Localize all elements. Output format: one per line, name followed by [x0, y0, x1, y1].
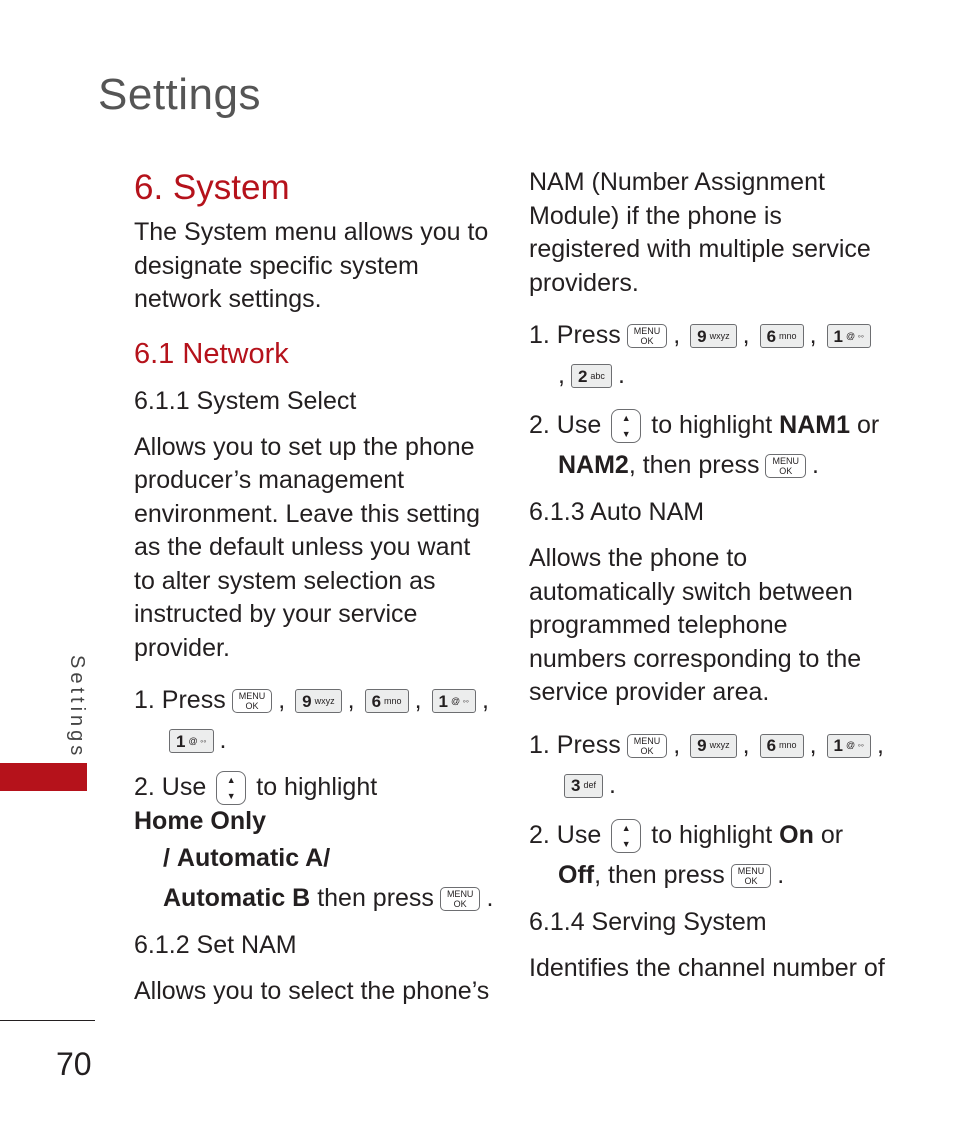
menu-ok-key-icon: MENU OK	[440, 887, 481, 911]
page-number: 70	[56, 1046, 92, 1082]
step-label: 1. Press	[134, 686, 226, 715]
nav-key-icon: ▲ ▼	[216, 771, 246, 805]
menu-ok-key-icon: MENU OK	[731, 864, 772, 888]
key-9-icon: 9 wxyz	[295, 689, 341, 713]
set-nam-body-start: Allows you to select the phone’s	[134, 976, 490, 1005]
set-nam-step-1: 1. Press MENU OK , 9 wxyz , 6 mno , 1 @ ◦◦ , 2 abc .	[529, 316, 889, 396]
page-header: Settings	[98, 70, 261, 119]
step-label: 2. Use	[134, 773, 207, 802]
option-nam2: NAM2	[558, 451, 629, 480]
key-2-icon: 2 abc	[571, 364, 612, 388]
auto-nam-step-2: 2. Use ▲ ▼ to highlight On or Off , then press MENU OK .	[529, 816, 889, 896]
auto-nam-title: 6.1.3 Auto NAM	[529, 498, 705, 526]
key-9-icon: 9 wxyz	[690, 734, 736, 758]
set-nam-body-cont: NAM (Number Assignment Module) if the phone is registered with multiple service providers.	[529, 168, 871, 297]
footer-divider	[0, 1020, 95, 1021]
menu-ok-key-icon: MENU OK	[765, 454, 806, 478]
side-tab-label: Settings	[66, 655, 88, 760]
set-nam-step-2: 2. Use ▲ ▼ to highlight NAM1 or NAM2 , then press MENU OK .	[529, 406, 889, 486]
key-6-icon: 6 mno	[760, 734, 804, 758]
menu-ok-key-icon: MENU OK	[627, 734, 668, 758]
left-column	[134, 166, 494, 1024]
right-column	[529, 166, 889, 1001]
option-automatic-a: Automatic A	[176, 843, 324, 872]
key-1-icon: 1 @ ◦◦	[169, 729, 214, 753]
side-tab-bar	[0, 763, 87, 791]
option-on: On	[779, 820, 814, 849]
system-select-step-1: 1. Press MENU OK , 9 wxyz , 6 mno , 1 @ ◦◦ , 1 @ ◦◦ .	[134, 686, 489, 755]
menu-ok-key-icon: MENU OK	[627, 324, 668, 348]
system-select-body: Allows you to set up the phone producer’s management environment. Leave this setting as the default unless you want to alter system selection as instructed by your service provider.	[134, 432, 481, 662]
key-9-icon: 9 wxyz	[690, 324, 736, 348]
section-intro: The System menu allows you to designate specific system network settings.	[134, 218, 489, 313]
key-1-icon: 1 @ ◦◦	[827, 324, 872, 348]
nav-key-icon: ▲ ▼	[611, 409, 641, 443]
option-off: Off	[558, 860, 595, 889]
option-nam1: NAM1	[779, 411, 850, 440]
system-select-title: 6.1.1 System Select	[134, 386, 357, 415]
network-title: 6.1 Network	[134, 337, 289, 370]
key-6-icon: 6 mno	[760, 324, 804, 348]
section-title: 6. System	[134, 168, 290, 207]
auto-nam-step-1: 1. Press MENU OK , 9 wxyz , 6 mno , 1 @ ◦◦ , 3 def .	[529, 730, 884, 799]
auto-nam-body: Allows the phone to automatically switch between programmed telephone numbers corresponding to the service provider area.	[529, 544, 862, 706]
option-automatic-b: Automatic B	[163, 883, 311, 912]
key-1-icon: 1 @ ◦◦	[827, 734, 872, 758]
set-nam-title: 6.1.2 Set NAM	[134, 930, 297, 959]
key-6-icon: 6 mno	[365, 689, 409, 713]
serving-system-title: 6.1.4 Serving System	[529, 907, 767, 936]
menu-ok-key-icon: MENU OK	[232, 689, 273, 713]
system-select-step-2: 2. Use ▲ ▼ to highlight Home Only / Automatic A / Automatic B then press MENU OK .	[134, 771, 494, 919]
key-1-icon: 1 @ ◦◦	[432, 689, 477, 713]
key-3-icon: 3 def	[564, 774, 603, 798]
nav-key-icon: ▲ ▼	[611, 819, 641, 853]
option-home-only: Home Only	[134, 807, 266, 835]
serving-system-body-start: Identifies the channel number of	[529, 953, 885, 982]
